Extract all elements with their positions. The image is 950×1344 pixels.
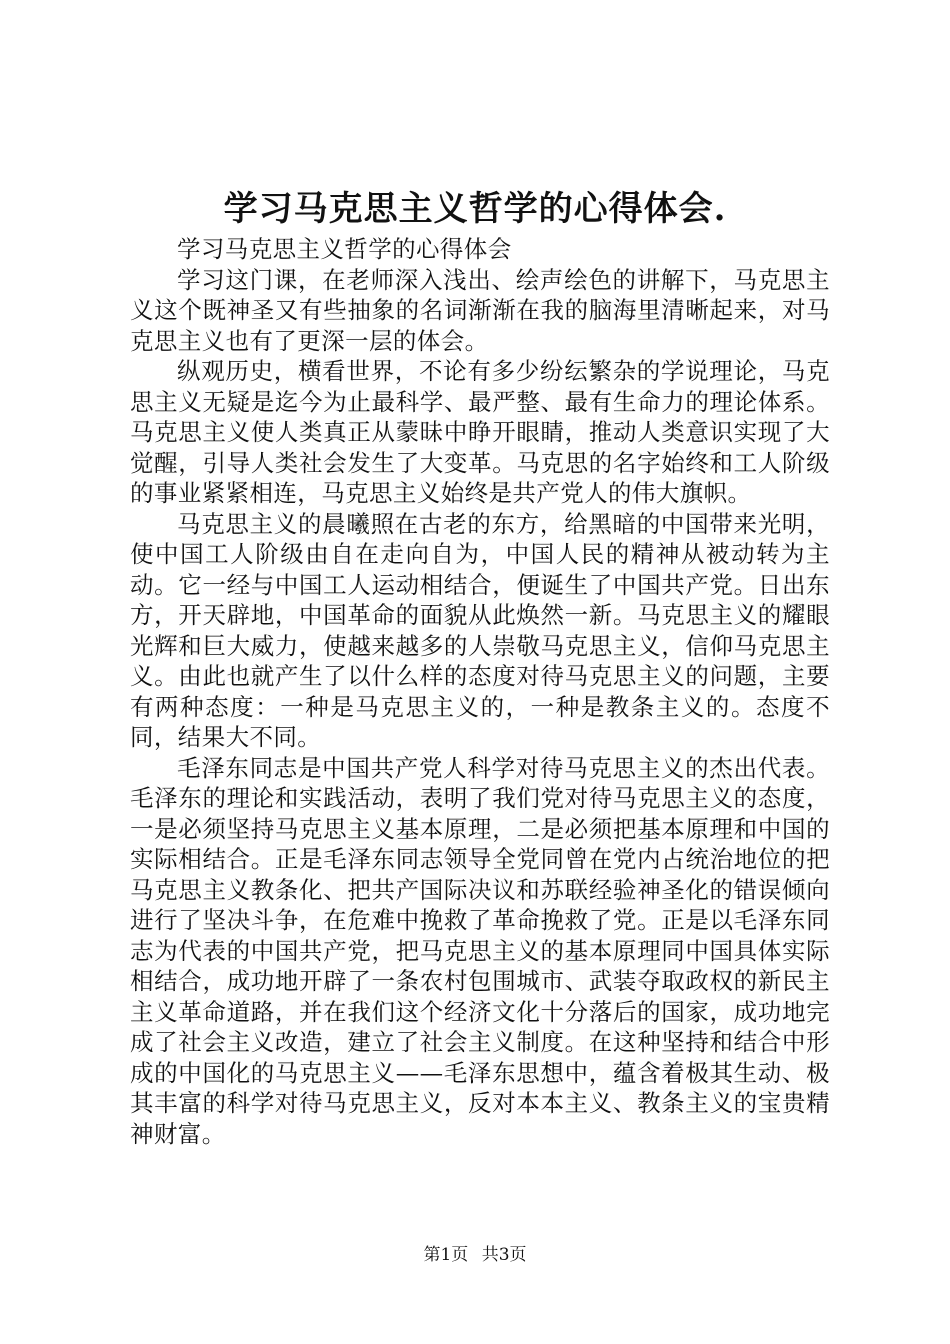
paragraph: 马克思主义的晨曦照在古老的东方，给黑暗的中国带来光明，使中国工人阶级由自在走向自为，中国人民的精神从被动转为主动。它一经与中国工人运动相结合，便诞生了中国共产党。日出东方，开天辟地，中国革命的面貌从此焕然一新。马克思主义的耀眼光辉和巨大威力，使越来越多的人崇敬马克思主义，信仰马克思主义。由此也就产生了以什么样的态度对待马克思主义的问题，主要有两种态度：一种是马克思主义的，一种是教条主义的。态度不同，结果大不同。 <box>130 509 830 751</box>
paragraph: 毛泽东同志是中国共产党人科学对待马克思主义的杰出代表。毛泽东的理论和实践活动，表明了我们党对待马克思主义的态度，一是必须坚持马克思主义基本原理，二是必须把基本原理和中国的实际相结合。正是毛泽东同志领导全党同曾在党内占统治地位的把马克思主义教条化、把共产国际决议和苏联经验神圣化的错误倾向进行了坚决斗争，在危难中挽救了革命挽救了党。正是以毛泽东同志为代表的中国共产党，把马克思主义的基本原理同中国具体实际相结合，成功地开辟了一条农村包围城市、武装夺取政权的新民主主义革命道路，并在我们这个经济文化十分落后的国家，成功地完成了社会主义改造，建立了社会主义制度。在这种坚持和结合中形成的中国化的马克思主义——毛泽东思想中，蕴含着极其生动、极其丰富的科学对待马克思主义，反对本本主义、教条主义的宝贵精神财富。 <box>130 753 830 1148</box>
page-number: 第1页 <box>423 1245 469 1265</box>
paragraph: 学习这门课，在老师深入浅出、绘声绘色的讲解下，马克思主义这个既神圣又有些抽象的名词渐渐在我的脑海里清晰起来，对马克思主义也有了更深一层的体会。 <box>130 265 830 355</box>
document-body <box>130 234 830 1149</box>
document-title: 学习马克思主义哲学的心得体会. <box>223 189 727 229</box>
page-total: 共3页 <box>481 1245 527 1265</box>
paragraph-subtitle: 学习马克思主义哲学的心得体会 <box>177 235 512 263</box>
page-footer <box>0 1244 950 1266</box>
paragraph: 纵观历史，横看世界，不论有多少纷纭繁杂的学说理论，马克思主义无疑是迄今为止最科学、最严整、最有生命力的理论体系。马克思主义使人类真正从蒙昧中睁开眼睛，推动人类意识实现了大觉醒，引导人类社会发生了大变革。马克思的名字始终和工人阶级的事业紧紧相连，马克思主义始终是共产党人的伟大旗帜。 <box>130 357 830 507</box>
